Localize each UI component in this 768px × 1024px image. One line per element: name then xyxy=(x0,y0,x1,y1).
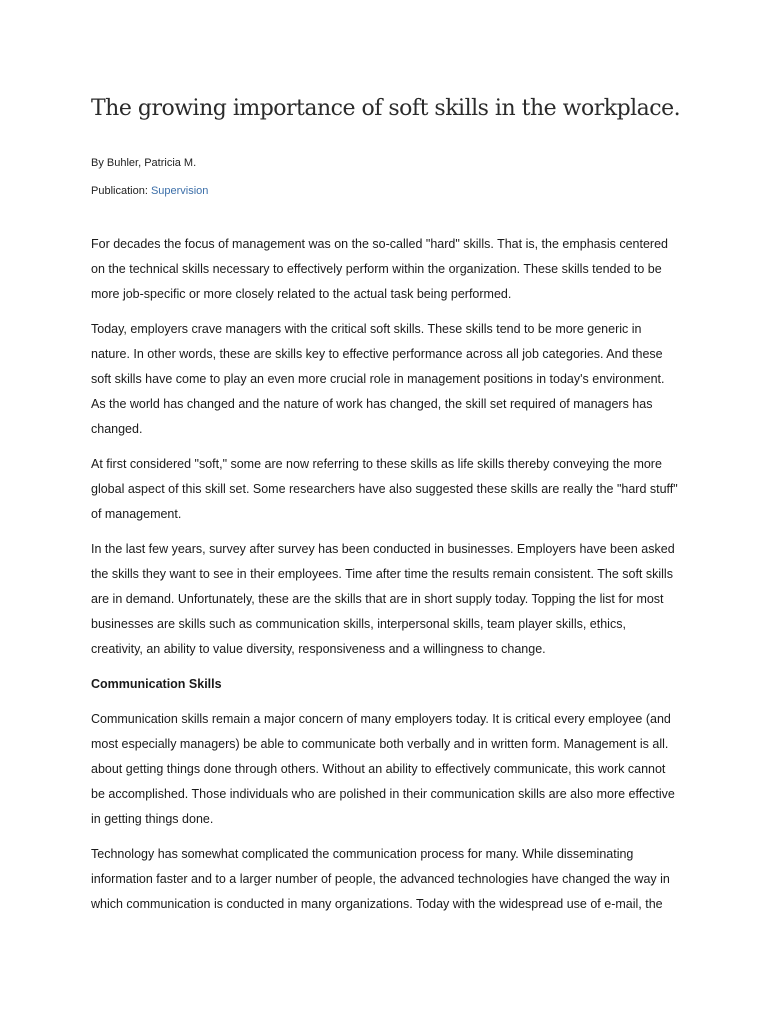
section-heading: Communication Skills xyxy=(91,677,222,691)
publication-label: Publication: xyxy=(91,185,151,197)
publication-line xyxy=(91,183,208,199)
byline: By Buhler, Patricia M. xyxy=(91,157,197,169)
paragraph: At first considered "soft," some are now referring to these skills as life skills thereby conveying the more global aspect of this skill set. Some researchers have also suggested these skills are really the "hard stuff" of management. xyxy=(91,457,678,521)
paragraph: For decades the focus of management was on the so-called "hard" skills. That is, the emphasis centered on the technical skills necessary to effectively perform within the organization. These skills tended to be more job-specific or more closely related to the actual task being performed. xyxy=(91,237,669,301)
article-body xyxy=(91,232,681,927)
paragraph: Communication skills remain a major concern of many employers today. It is critical every employee (and most especially managers) be able to communicate both verbally and in written form. Management is all. about getting things done through others. Without an ability to effectively communicate, this work cannot be accomplished. Those individuals who are polished in their communication skills are also more effective in getting things done. xyxy=(91,712,675,826)
paragraph: Technology has somewhat complicated the communication process for many. While disseminating information faster and to a larger number of people, the advanced technologies have changed the way in which communication is conducted in many organizations. Today with the widespread use of e-mail, the xyxy=(91,847,670,911)
publication-link[interactable]: Supervision xyxy=(150,185,209,197)
article-title: The growing importance of soft skills in the workplace. xyxy=(91,96,681,121)
paragraph: Today, employers crave managers with the critical soft skills. These skills tend to be more generic in nature. In other words, these are skills key to effective performance across all job categories. And these soft skills have come to play an even more crucial role in management positions in today's environment. As the world has changed and the nature of work has changed, the skill set required of managers has changed. xyxy=(91,322,665,436)
paragraph: In the last few years, survey after survey has been conducted in businesses. Employers have been asked the skills they want to see in their employees. Time after time the results remain consistent. The soft skills are in demand. Unfortunately, these are the skills that are in short supply today. Topping the list for most businesses are skills such as communication skills, interpersonal skills, team player skills, ethics, creativity, an ability to value diversity, responsiveness and a willingness to change. xyxy=(91,542,675,656)
